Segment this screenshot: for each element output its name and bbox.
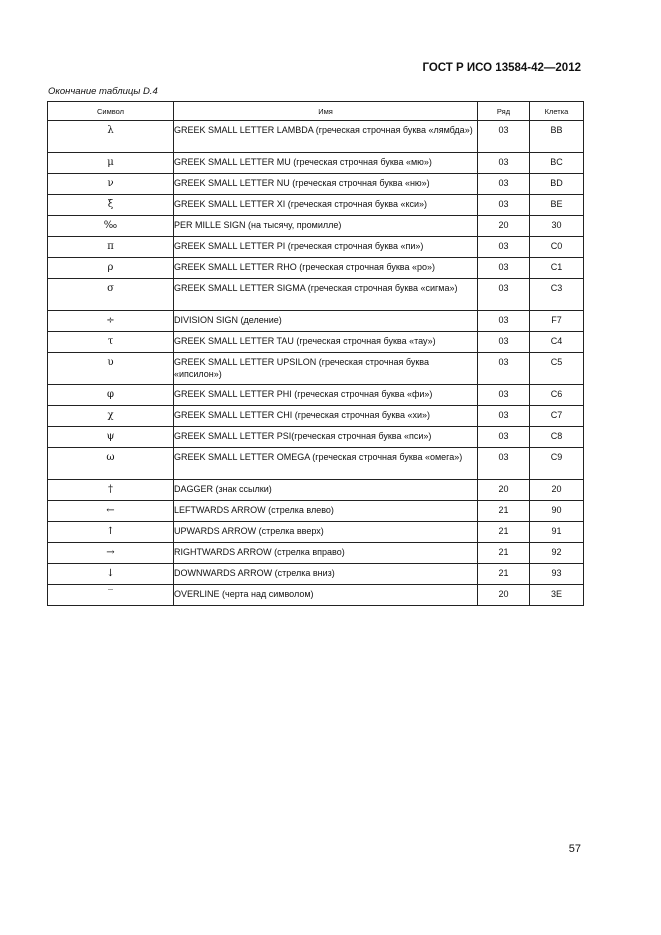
symbol-cell: τ [48, 332, 174, 353]
table-row [48, 279, 584, 311]
row-cell: 03 [478, 448, 530, 480]
row-cell: 03 [478, 332, 530, 353]
row-cell: 03 [478, 406, 530, 427]
character-table [47, 101, 584, 606]
cell-cell: 30 [530, 216, 584, 237]
cell-cell: 20 [530, 480, 584, 501]
symbol-cell: ↓ [48, 564, 174, 585]
symbol-cell: ↑ [48, 522, 174, 543]
cell-cell: C7 [530, 406, 584, 427]
cell-cell: C6 [530, 385, 584, 406]
row-cell: 21 [478, 522, 530, 543]
name-cell: GREEK SMALL LETTER PI (греческая строчная буква «пи») [174, 237, 478, 258]
cell-cell: C5 [530, 353, 584, 385]
table-row [48, 174, 584, 195]
symbol-cell: χ [48, 406, 174, 427]
table-caption: Окончание таблицы D.4 [48, 86, 158, 97]
name-cell: RIGHTWARDS ARROW (стрелка вправо) [174, 543, 478, 564]
row-cell: 03 [478, 195, 530, 216]
name-cell: OVERLINE (черта над символом) [174, 585, 478, 606]
name-cell: GREEK SMALL LETTER TAU (греческая строчная буква «тау») [174, 332, 478, 353]
symbol-cell: ‾ [48, 585, 174, 606]
cell-cell: 90 [530, 501, 584, 522]
table-row [48, 311, 584, 332]
table-row [48, 501, 584, 522]
row-cell: 03 [478, 427, 530, 448]
symbol-cell: μ [48, 153, 174, 174]
row-cell: 03 [478, 279, 530, 311]
name-cell: UPWARDS ARROW (стрелка вверх) [174, 522, 478, 543]
cell-cell: BC [530, 153, 584, 174]
row-cell: 03 [478, 353, 530, 385]
cell-cell: C8 [530, 427, 584, 448]
name-cell: GREEK SMALL LETTER XI (греческая строчная буква «кси») [174, 195, 478, 216]
name-cell: GREEK SMALL LETTER LAMBDA (греческая строчная буква «лямбда») [174, 121, 478, 153]
table-row [48, 543, 584, 564]
name-cell: GREEK SMALL LETTER RHO (греческая строчная буква «ро») [174, 258, 478, 279]
cell-cell: C3 [530, 279, 584, 311]
row-cell: 03 [478, 385, 530, 406]
symbol-cell: σ [48, 279, 174, 311]
table-row [48, 332, 584, 353]
name-cell: GREEK SMALL LETTER NU (греческая строчная буква «ню») [174, 174, 478, 195]
symbol-cell: → [48, 543, 174, 564]
symbol-cell: λ [48, 121, 174, 153]
symbol-cell: ξ [48, 195, 174, 216]
cell-cell: C4 [530, 332, 584, 353]
table-row [48, 564, 584, 585]
table-row [48, 427, 584, 448]
row-cell: 03 [478, 237, 530, 258]
table-row [48, 195, 584, 216]
table-row [48, 522, 584, 543]
symbol-cell: ÷ [48, 311, 174, 332]
row-cell: 20 [478, 216, 530, 237]
cell-cell: BD [530, 174, 584, 195]
column-header-symbol: Символ [48, 102, 174, 121]
table-row [48, 353, 584, 385]
name-cell: GREEK SMALL LETTER CHI (греческая строчная буква «хи») [174, 406, 478, 427]
row-cell: 03 [478, 174, 530, 195]
row-cell: 03 [478, 311, 530, 332]
symbol-cell: φ [48, 385, 174, 406]
symbol-cell: ν [48, 174, 174, 195]
name-cell: GREEK SMALL LETTER MU (греческая строчная буква «мю») [174, 153, 478, 174]
table-row [48, 153, 584, 174]
name-cell: GREEK SMALL LETTER OMEGA (греческая строчная буква «омега») [174, 448, 478, 480]
row-cell: 21 [478, 564, 530, 585]
table-row [48, 121, 584, 153]
table-row [48, 480, 584, 501]
row-cell: 20 [478, 585, 530, 606]
table-row [48, 448, 584, 480]
table-row [48, 406, 584, 427]
cell-cell: BB [530, 121, 584, 153]
name-cell: DIVISION SIGN (деление) [174, 311, 478, 332]
table-row [48, 237, 584, 258]
cell-cell: 92 [530, 543, 584, 564]
table-row [48, 258, 584, 279]
row-cell: 03 [478, 258, 530, 279]
cell-cell: BE [530, 195, 584, 216]
row-cell: 21 [478, 501, 530, 522]
symbol-cell: ρ [48, 258, 174, 279]
table-row [48, 585, 584, 606]
symbol-cell: ω [48, 448, 174, 480]
column-header-row: Ряд [478, 102, 530, 121]
table-row [48, 216, 584, 237]
cell-cell: 93 [530, 564, 584, 585]
symbol-cell: υ [48, 353, 174, 385]
name-cell: GREEK SMALL LETTER SIGMA (греческая строчная буква «сигма») [174, 279, 478, 311]
column-header-name: Имя [174, 102, 478, 121]
row-cell: 20 [478, 480, 530, 501]
name-cell: GREEK SMALL LETTER UPSILON (греческая строчная буква «ипсилон») [174, 353, 478, 385]
name-cell: LEFTWARDS ARROW (стрелка влево) [174, 501, 478, 522]
cell-cell: F7 [530, 311, 584, 332]
cell-cell: 91 [530, 522, 584, 543]
cell-cell: C9 [530, 448, 584, 480]
name-cell: GREEK SMALL LETTER PHI (греческая строчная буква «фи») [174, 385, 478, 406]
name-cell: GREEK SMALL LETTER PSI(греческая строчная буква «пси») [174, 427, 478, 448]
symbol-cell: ψ [48, 427, 174, 448]
page-number: 57 [568, 843, 581, 855]
standard-designation: ГОСТ Р ИСО 13584-42—2012 [422, 62, 581, 74]
row-cell: 03 [478, 121, 530, 153]
cell-cell: C1 [530, 258, 584, 279]
cell-cell: 3E [530, 585, 584, 606]
name-cell: PER MILLE SIGN (на тысячу, промилле) [174, 216, 478, 237]
table-row [48, 385, 584, 406]
row-cell: 21 [478, 543, 530, 564]
table-header-row [48, 102, 584, 121]
symbol-cell: ‰ [48, 216, 174, 237]
symbol-cell: ← [48, 501, 174, 522]
column-header-cell: Клетка [530, 102, 584, 121]
symbol-cell: π [48, 237, 174, 258]
name-cell: DOWNWARDS ARROW (стрелка вниз) [174, 564, 478, 585]
cell-cell: C0 [530, 237, 584, 258]
symbol-cell: † [48, 480, 174, 501]
name-cell: DAGGER (знак ссылки) [174, 480, 478, 501]
row-cell: 03 [478, 153, 530, 174]
